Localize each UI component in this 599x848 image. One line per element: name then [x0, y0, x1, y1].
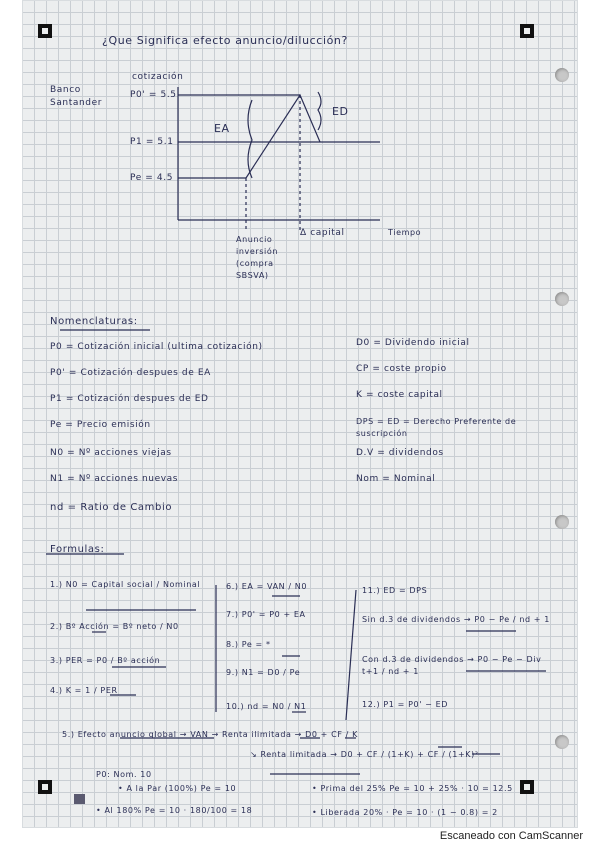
example-line: • Liberada 20% · Pe = 10 · (1 − 0.8) = 2	[312, 808, 498, 817]
graph-y-caption: cotización	[132, 72, 184, 82]
nom-left-item: P0' = Cotización despues de EA	[50, 368, 211, 378]
graph-ea-label: EA	[214, 122, 230, 135]
formula: Con d.3 de dividendos → P0 − Pe − Div t+1 / nd + 1	[362, 655, 542, 676]
nom-left-item: Pe = Precio emisión	[50, 420, 151, 430]
example-line: • Prima del 25% Pe = 10 + 25% · 10 = 12.5	[312, 784, 513, 793]
formula: 8.) Pe = *	[226, 640, 271, 649]
nom-right-item: D.V = dividendos	[356, 448, 444, 458]
pencil-square-mark	[74, 794, 85, 804]
nom-left-item: P0 = Cotización inicial (ultima cotización)	[50, 342, 263, 352]
graph-bank-label: Banco Santander	[50, 85, 103, 108]
formula: 10.) nd = N0 / N1	[226, 702, 307, 711]
nom-right-item: CP = coste propio	[356, 364, 447, 374]
example-line: • Al 180% Pe = 10 · 180/100 = 18	[96, 806, 253, 815]
formula: 2.) Bº Acción = Bº neto / N0	[50, 622, 179, 631]
page-title: ¿Que Significa efecto anuncio/dilucción?	[102, 34, 348, 47]
graph-x-capital: Δ capital	[300, 228, 345, 238]
nom-right-item: DPS = ED = Derecho Preferente de suscripción	[356, 417, 517, 438]
graph-x-anuncio: Anuncio inversión (compra SBSVA)	[236, 235, 278, 280]
nom-left-item: N1 = Nº acciones nuevas	[50, 474, 179, 484]
formula: 11.) ED = DPS	[362, 586, 428, 595]
formula: Sin d.3 de dividendos → P0 − Pe / nd + 1	[362, 615, 550, 624]
example-line: • A la Par (100%) Pe = 10	[118, 784, 237, 793]
nom-right-item: Nom = Nominal	[356, 474, 436, 484]
graph-x-tiempo: Tiempo	[388, 228, 422, 237]
nom-left-item: nd = Ratio de Cambio	[50, 502, 173, 513]
formula: 6.) EA = VAN / N0	[226, 582, 308, 591]
scanner-footer	[0, 828, 599, 848]
nom-right-item: K = coste capital	[356, 390, 443, 400]
formula: 9.) N1 = D0 / Pe	[226, 668, 301, 677]
efecto-anuncio-line2: ↘ Renta limitada → D0 + CF / (1+K) + CF / (1+K)²	[250, 750, 479, 759]
formula: 7.) P0' = P0 + EA	[226, 610, 306, 619]
nom-right-item: D0 = Dividendo inicial	[356, 338, 470, 348]
formula: 1.) N0 = Capital social / Nominal	[50, 580, 201, 589]
formula: 4.) K = 1 / PER	[50, 686, 118, 695]
graph-pe: Pe = 4.5	[130, 173, 174, 183]
graph-ed-label: ED	[332, 105, 349, 118]
formula: 12.) P1 = P0' − ED	[362, 700, 449, 709]
graph-p0-prime: P0' = 5.5	[130, 90, 177, 100]
nom-left-item: P1 = Cotización despues de ED	[50, 394, 209, 404]
scanner-watermark: Escaneado con CamScanner	[439, 830, 583, 842]
example-line: P0: Nom. 10	[96, 770, 152, 779]
nom-left-item: N0 = Nº acciones viejas	[50, 448, 172, 458]
graph-p1: P1 = 5.1	[130, 137, 174, 147]
efecto-anuncio-line1: 5.) Efecto anuncio global → VAN → Renta ilimitada → D0 + CF / K	[62, 730, 358, 739]
formula: 3.) PER = P0 / Bº acción	[50, 656, 161, 665]
formulas-title: Formulas:	[50, 544, 105, 555]
nomenclaturas-title: Nomenclaturas:	[50, 316, 138, 327]
